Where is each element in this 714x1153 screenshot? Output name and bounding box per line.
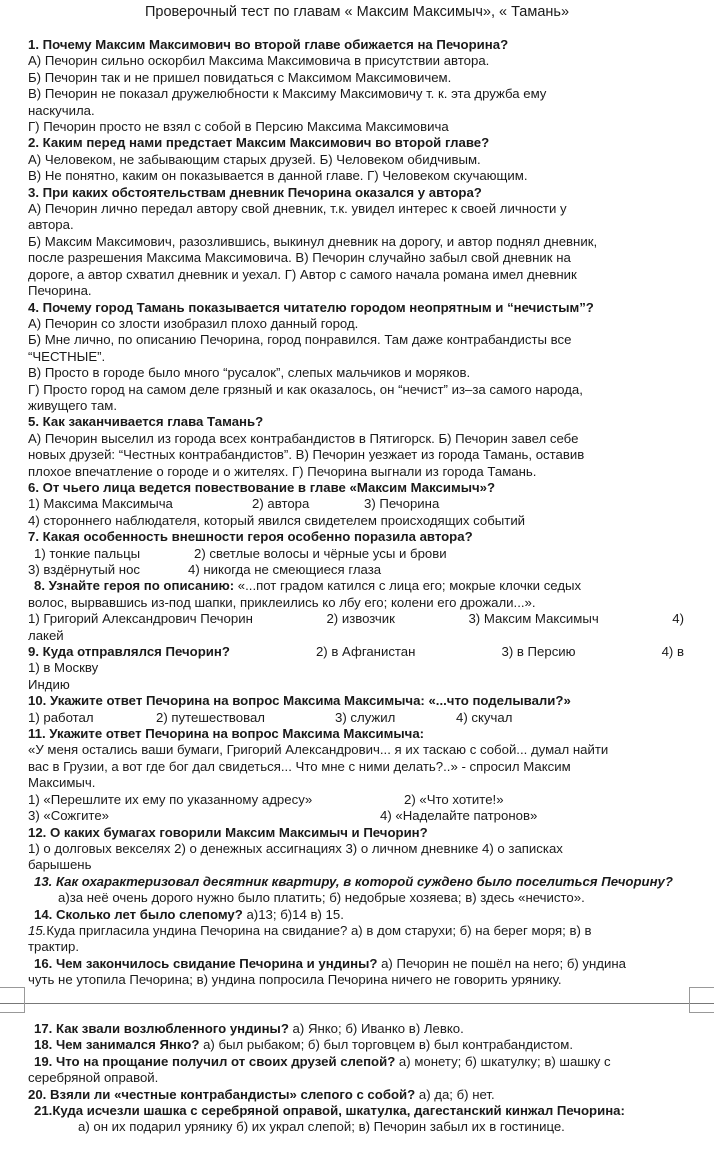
question-21: 21.Куда исчезли шашка с серебряной оправой, шкатулка, дагестанский кинжал Печорина: [34, 1103, 625, 1119]
question-1-option-c: В) Печорин не показал дружелюбности к Максиму Максимовичу т. к. эта дружба ему [28, 86, 547, 102]
question-10-option-2: 2) путешествовал [156, 709, 265, 725]
question-12: 12. О каких бумагах говорили Максим Максимыч и Печорин? [28, 824, 428, 840]
question-6-option-2: 2) автора [252, 496, 310, 512]
question-11-options-row-1 [28, 792, 684, 808]
question-8-option-3: 3) Максим Максимыч [468, 611, 599, 627]
question-3-line-2: автора. [28, 217, 74, 233]
question-4-line-1: А) Печорин со злости изобразил плохо данный город. [28, 315, 359, 331]
question-18-options: а) был рыбаком; б) был торговцем в) был контрабандистом. [199, 1037, 573, 1053]
question-3-line-4: после разрешения Максима Максимовича. В) Печорин случайно забыл свой дневник на [28, 250, 571, 266]
question-7-options-row-2 [28, 562, 684, 578]
question-17-options: а) Янко; б) Иванко в) Левко. [288, 1021, 464, 1036]
question-7-option-4: 4) никогда не смеющиеся глаза [188, 562, 382, 577]
page-break-line [0, 1003, 714, 1004]
question-18: 18. Чем занимался Янко? [34, 1037, 200, 1053]
question-1-option-a: А) Печорин сильно оскорбил Максима Максимовича в присутствии автора. [28, 53, 490, 69]
question-8-option-4: 4) [672, 611, 684, 627]
question-4-line-6: живущего там. [28, 397, 118, 413]
question-20-options: а) да; б) нет. [415, 1086, 495, 1102]
question-7: 7. Какая особенность внешности героя особенно поразила автора? [28, 529, 473, 545]
question-16: 16. Чем закончилось свидание Печорина и ундины? [34, 955, 378, 971]
question-9-option-1: 1) в Москву [28, 660, 99, 676]
question-3-line-3: Б) Максим Максимович, разозлившись, выкинул дневник на дорогу, и автор поднял дневник, [28, 233, 598, 249]
question-9-option-4-cont: Индию [28, 676, 70, 692]
question-10-option-3: 3) служил [335, 709, 396, 725]
question-10-option-1: 1) работал [28, 709, 94, 725]
question-7-option-2: 2) светлые волосы и чёрные усы и брови [194, 545, 447, 561]
questions-part-2 [28, 1021, 684, 1136]
question-14-row [28, 907, 684, 923]
question-9-option-3: 3) в Персию [501, 644, 576, 660]
question-9: 9. Куда отправлялся Печорин? [28, 644, 230, 660]
question-19: 19. Что на прощание получил от своих друзей слепой? [34, 1053, 396, 1069]
question-10: 10. Укажите ответ Печорина на вопрос Максима Максимыча: «...что поделывали?» [28, 693, 571, 709]
question-16-options: а) Печорин не пошёл на него; б) ундина [377, 955, 626, 971]
question-6-option-4: 4) стороннего наблюдателя, который явился свидетелем происходящих событий [28, 512, 526, 528]
question-19-options-cont: серебряной оправой. [28, 1070, 159, 1086]
question-5-line-3: плохое впечатление о городе и о жителях. Г) Печорина выгнали из города Тамань. [28, 463, 537, 479]
page-title: Проверочный тест по главам « Максим Максимыч», « Тамань» [144, 4, 570, 20]
question-8-option-2: 2) извозчик [326, 611, 395, 627]
question-5-line-1: А) Печорин выселил из города всех контрабандистов в Пятигорск. Б) Печорин завел себе [28, 430, 579, 446]
question-19-options: а) монету; б) шкатулку; в) шашку с [395, 1053, 611, 1069]
question-6-option-1: 1) Максима Максимыча [28, 496, 173, 512]
question-7-option-1: 1) тонкие пальцы [34, 545, 141, 561]
question-17: 17. Как звали возлюбленного ундины? [34, 1021, 289, 1036]
question-4-line-2: Б) Мне лично, по описанию Печорина, город понравился. Там даже контрабандисты все [28, 332, 572, 348]
question-1-option-b: Б) Печорин так и не пришел повидаться с Максимом Максимовичем. [28, 69, 452, 85]
question-14: 14. Сколько лет было слепому? [34, 906, 243, 922]
question-11-option-1: 1) «Перешлите их ему по указанному адресу» [28, 791, 313, 807]
question-2: 2. Каким перед нами предстает Максим Максимович во второй главе? [28, 135, 490, 151]
question-16-options-cont: чуть не утопила Печорина; в) ундина попросила Печорина ничего не говорить урянику. [28, 972, 562, 988]
question-14-options: а)13; б)14 в) 15. [242, 906, 344, 922]
question-13: 13. Как охарактеризовал десятник квартиру, в которой суждено было поселиться Печорину? [34, 873, 673, 889]
question-2-options-line-1: А) Человеком, не забывающим старых друзей. Б) Человеком обидчивым. [28, 151, 481, 167]
question-15-options-cont: трактир. [28, 939, 80, 955]
question-21-options: а) он их подарил урянику б) их украл слепой; в) Печорин забыл их в гостинице. [78, 1119, 565, 1135]
question-8-quote-1: «...пот градом катился с лица его; мокрые клочки седых [234, 578, 582, 594]
question-11-quote-1: «У меня остались ваши бумаги, Григорий Александрович... я их таскаю с собой... думал найти [28, 742, 609, 758]
question-4-line-4: В) Просто в городе было много “русалок”, слепых мальчиков и моряков. [28, 365, 471, 381]
question-7-option-3: 3) вздёрнутый нос [28, 562, 141, 577]
question-5: 5. Как заканчивается глава Тамань? [28, 414, 264, 430]
question-7-options-row-1 [28, 546, 684, 562]
question-12-options-line-2: барышень [28, 857, 92, 873]
question-8-quote-2: волос, вырвавшись из-под шапки, приклеились ко лбу его; колени его дрожали...». [28, 594, 536, 610]
question-4-line-3: “ЧЕСТНЫЕ”. [28, 348, 106, 364]
question-4: 4. Почему город Тамань показывается читателю городом неопрятным и “нечистым”? [28, 299, 594, 315]
question-3-line-1: А) Печорин лично передал автору свой дневник, т.к. увидел интерес к своей личности у [28, 201, 567, 217]
question-6: 6. От чьего лица ведется повествование в главе «Максим Максимыч»? [28, 479, 496, 495]
question-3: 3. При каких обстоятельствам дневник Печорина оказался у автора? [28, 184, 482, 200]
question-15: Куда пригласила ундина Печорина на свидание? [46, 922, 348, 938]
question-8-option-4-cont: лакей [28, 627, 64, 643]
question-16-row [28, 956, 684, 972]
question-18-row [28, 1037, 684, 1053]
question-8-prompt: 8. Узнайте героя по описанию: [34, 578, 235, 594]
question-11-options-row-2 [28, 808, 684, 824]
question-9-option-4: 4) в [661, 644, 684, 660]
question-10-options-row [28, 710, 684, 726]
question-20: 20. Взяли ли «честные контрабандисты» слепого с собой? [28, 1086, 416, 1102]
question-5-line-2: новых друзей: “Честных контрабандистов”. В) Печорин уезжает из города Тамань, оставив [28, 447, 585, 463]
question-6-option-3: 3) Печорина [364, 496, 440, 512]
question-4-line-5: Г) Просто город на самом деле грязный и как оказалось, он “нечист” из–за самого народа, [28, 381, 583, 397]
question-19-row [28, 1054, 684, 1070]
question-3-line-6: Печорина. [28, 283, 92, 299]
question-15-options: а) в дом старухи; б) на берег моря; в) в [347, 922, 592, 938]
question-13-options: а)за неё очень дорого нужно было платить; б) недобрые хозяева; в) здесь «нечисто». [58, 890, 585, 906]
question-20-row [28, 1087, 684, 1103]
question-2-options-line-2: В) Не понятно, каким он показывается в данной главе. Г) Человеком скучающим. [28, 168, 528, 184]
question-8 [28, 578, 684, 594]
question-11-quote-3: Максимыч. [28, 775, 96, 791]
question-15-row [28, 923, 684, 939]
question-15-number: 15. [28, 922, 47, 938]
question-3-line-5: дороге, а автор схватил дневник и уехал. Г) Автор с самого начала романа имел дневник [28, 266, 577, 282]
question-1-option-c-cont: наскучила. [28, 102, 95, 118]
question-1-option-d: Г) Печорин просто не взял с собой в Персию Максима Максимовича [28, 119, 449, 135]
question-8-options-row [28, 611, 684, 627]
question-11-option-3: 3) «Сожгите» [28, 808, 109, 824]
question-11-quote-2: вас в Грузии, а вот где бог дал свидеться... Что мне с ними делать?..» - спросил Максим [28, 758, 571, 774]
questions-part-1 [28, 37, 684, 989]
question-8-option-1: 1) Григорий Александрович Печорин [28, 611, 253, 627]
question-12-options-line-1: 1) о долговых векселях 2) о денежных ассигнациях 3) о личном дневнике 4) о записках [28, 840, 563, 856]
question-11-option-2: 2) «Что хотите!» [404, 791, 504, 807]
question-9-option-2: 2) в Афганистан [315, 644, 416, 660]
question-17-row [28, 1021, 684, 1037]
question-1: 1. Почему Максим Максимович во второй главе обижается на Печорина? [28, 37, 509, 52]
page-corner-right [689, 987, 714, 1013]
question-11: 11. Укажите ответ Печорина на вопрос Максима Максимыча: [28, 726, 425, 742]
question-6-options-row [28, 496, 684, 512]
page-corner-left [0, 987, 25, 1013]
question-10-option-4: 4) скучал [456, 709, 513, 725]
question-9-row [28, 644, 684, 677]
question-11-option-4: 4) «Наделайте патронов» [380, 808, 538, 824]
